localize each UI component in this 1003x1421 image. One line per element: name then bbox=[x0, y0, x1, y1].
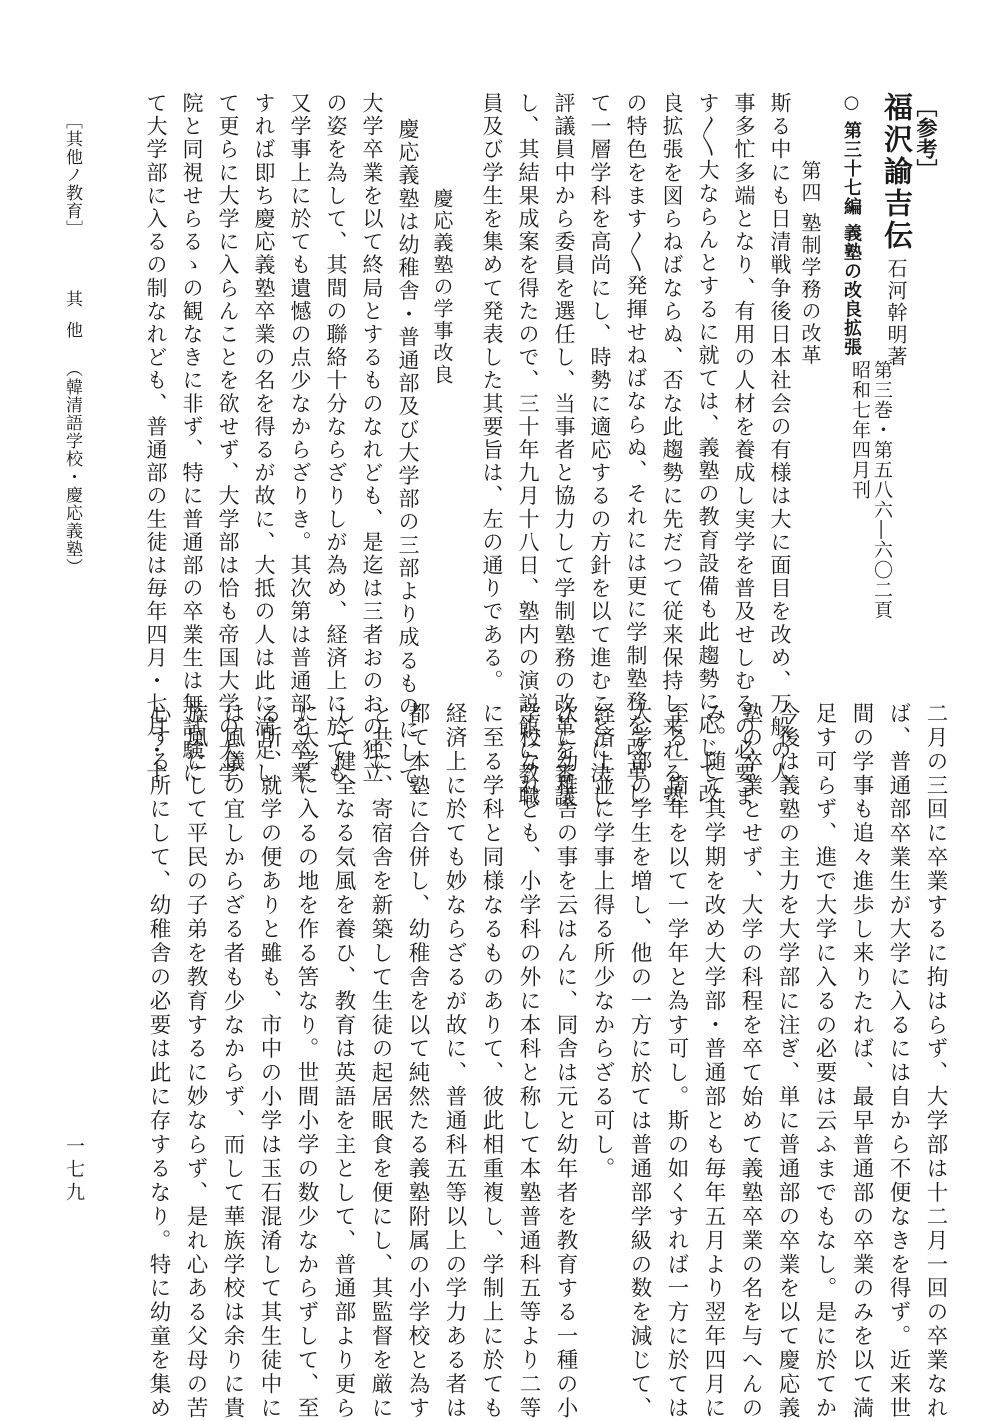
lower-column: 心する所にして、幼稚舎の必要は此に存するなり。特に幼童を集め bbox=[146, 702, 171, 1421]
upper-column: の姿を為して、其間の聯絡十分ならざりしが為め、経済上に於ても bbox=[324, 92, 348, 785]
footer-category: ［其他ノ教育］ bbox=[62, 112, 82, 238]
upper-column: 大学卒業を以て終局とするものなれども、是迄は三者おのおの独立 bbox=[360, 92, 384, 785]
chapter-heading: ○ 第三十七編 義塾の改良拡張 bbox=[841, 92, 862, 357]
volume-pages: 第三巻・第五八六―六〇二頁 bbox=[871, 360, 893, 620]
lower-column: 二月の三回に卒業するに拘はらず、大学部は十二月一回の卒業なれ bbox=[923, 702, 948, 1421]
lower-column: 塾の卒業とせず、大学の科程を卒て始めて義塾卒業の名を与へんの bbox=[738, 702, 763, 1421]
publication-date: 昭和七年四月刊 bbox=[849, 360, 871, 500]
upper-column: 評議員中から委員を選任し、当事者と協力して学制塾務の改革を審議 bbox=[552, 92, 576, 809]
upper-column: すれば即ち慶応義塾卒業の名を得るが故に、大抵の人は此に満足し bbox=[252, 92, 276, 785]
footer-sub: 其他 bbox=[62, 290, 82, 352]
upper-column: 事多忙多端となり、有用の人材を養成し実学を普及せしむるの必要ま bbox=[732, 92, 756, 809]
lower-column: み。随て其学期を改め大学部・普通部とも毎年五月より翌年四月に bbox=[701, 702, 726, 1421]
lower-column: 至る一箇年を以て一学年と為す可し。斯の如くすれば一方に於ては bbox=[664, 702, 689, 1421]
footer-topic: （韓清語学校・慶応義塾） bbox=[62, 360, 82, 576]
author-line: 石河幹明著 bbox=[884, 258, 908, 368]
upper-column: 慶応義塾は幼稚舎・普通部及び大学部の三部より成るものにして、 bbox=[396, 118, 420, 811]
lower-column: 間の学事も追々進歩し来りたれば、最早普通部の卒業のみを以て満 bbox=[849, 702, 874, 1421]
lower-column: と共に、寄宿舎を新築して生徒の起居眠食を便にし、其監督を厳に bbox=[368, 702, 393, 1421]
upper-column: す〳〵大ならんとするに就ては、義塾の教育設備も此趨勢に応じて改 bbox=[696, 92, 720, 806]
upper-column: 院と同視せらるゝの観なきに非ず、特に普通部の卒業生は無試験に bbox=[180, 92, 204, 785]
lower-column: 今後は義塾の主力を大学部に注ぎ、単に普通部の卒業を以て慶応義 bbox=[775, 702, 800, 1421]
lower-column: 学校なれども、小学科の外に本科と称して本塾普通科五等より二等 bbox=[516, 702, 541, 1421]
upper-column: て更らに大学に入らんことを欲せず、大学部は恰も帝国大学の大学 bbox=[216, 92, 240, 785]
upper-column: 斯る中にも日清戦争後日本社会の有様は大に面目を改め、万般の人 bbox=[768, 92, 792, 785]
lower-column: る所、就学の便ありと雖も、市中の小学は玉石混淆して其生徒中に bbox=[257, 702, 282, 1421]
reference-label: ［参考］ bbox=[914, 96, 939, 180]
upper-column: て大学部に入るの制なれども、普通部の生徒は毎年四月・七月・十 bbox=[144, 92, 168, 785]
lower-column: は風儀の宜しからざる者も少なからず、而して華族学校は余りに貴 bbox=[220, 702, 245, 1421]
lower-column: 族風にして平民の子弟を教育するに妙ならず、是れ心ある父母の苦 bbox=[183, 702, 208, 1421]
lower-column: 足す可らず、進で大学に入るの必要は云ふまでもなし。是に於てか bbox=[812, 702, 837, 1421]
upper-column: 又学事上に於ても遺憾の点少なからざりき。其次第は普通部を卒業 bbox=[288, 92, 312, 785]
book-title: 福沢諭吉伝 bbox=[880, 92, 914, 252]
upper-column: 良拡張を図らねばならぬ、否な此趨勢に先だつて従来保持し来れる塾 bbox=[660, 92, 684, 809]
upper-column: 員及び学生を集めて発表した其要旨は、左の通りである。 bbox=[480, 92, 504, 693]
lower-column: 経済上に於ても妙ならざるが故に、普通科五等以上の学力ある者は bbox=[442, 702, 467, 1421]
lower-column: 大学部の学生を増し、他の一方に於ては普通部学級の数を減じて、 bbox=[627, 702, 652, 1421]
section-heading: 第四 塾制学務の改革 bbox=[798, 160, 822, 367]
lower-column: 都て本塾に合併し、幼稚舎を以て純然たる義塾附属の小学校と為す bbox=[405, 702, 430, 1421]
lower-column: 経済上並に学事上得る所少なからざる可し。 bbox=[590, 702, 615, 1181]
lower-column: に至る学科と同様なるものありて、彼此相重複し、学制上に於ても bbox=[479, 702, 504, 1421]
lower-column: ば、普通部卒業生が大学に入るには自から不便なきを得ず。近来世 bbox=[886, 702, 911, 1421]
upper-column: て一層学科を高尚にし、時勢に適応するの方針を以て進むことに決し bbox=[588, 92, 612, 809]
lower-column: して健全なる気風を養ひ、教育は英語を主として、普通部より更ら bbox=[331, 702, 356, 1421]
upper-column: し、其結果成案を得たので、三十年九月十八日、塾内の演説館に教職 bbox=[516, 92, 540, 809]
upper-column: の特色をます〳〵発揮せねばならぬ、それには更に学制塾務を改革し bbox=[624, 92, 648, 806]
page-number: 一七九 bbox=[63, 1136, 85, 1205]
lower-column: 次に幼稚舎の事を云はんに、同舎は元と幼年者を教育する一種の小 bbox=[553, 702, 578, 1421]
subsection-heading: 慶応義塾の学事改良 bbox=[430, 188, 454, 386]
lower-column: に大学に入るの地を作る筈なり。世間小学の数少なからずして、至 bbox=[294, 702, 319, 1421]
